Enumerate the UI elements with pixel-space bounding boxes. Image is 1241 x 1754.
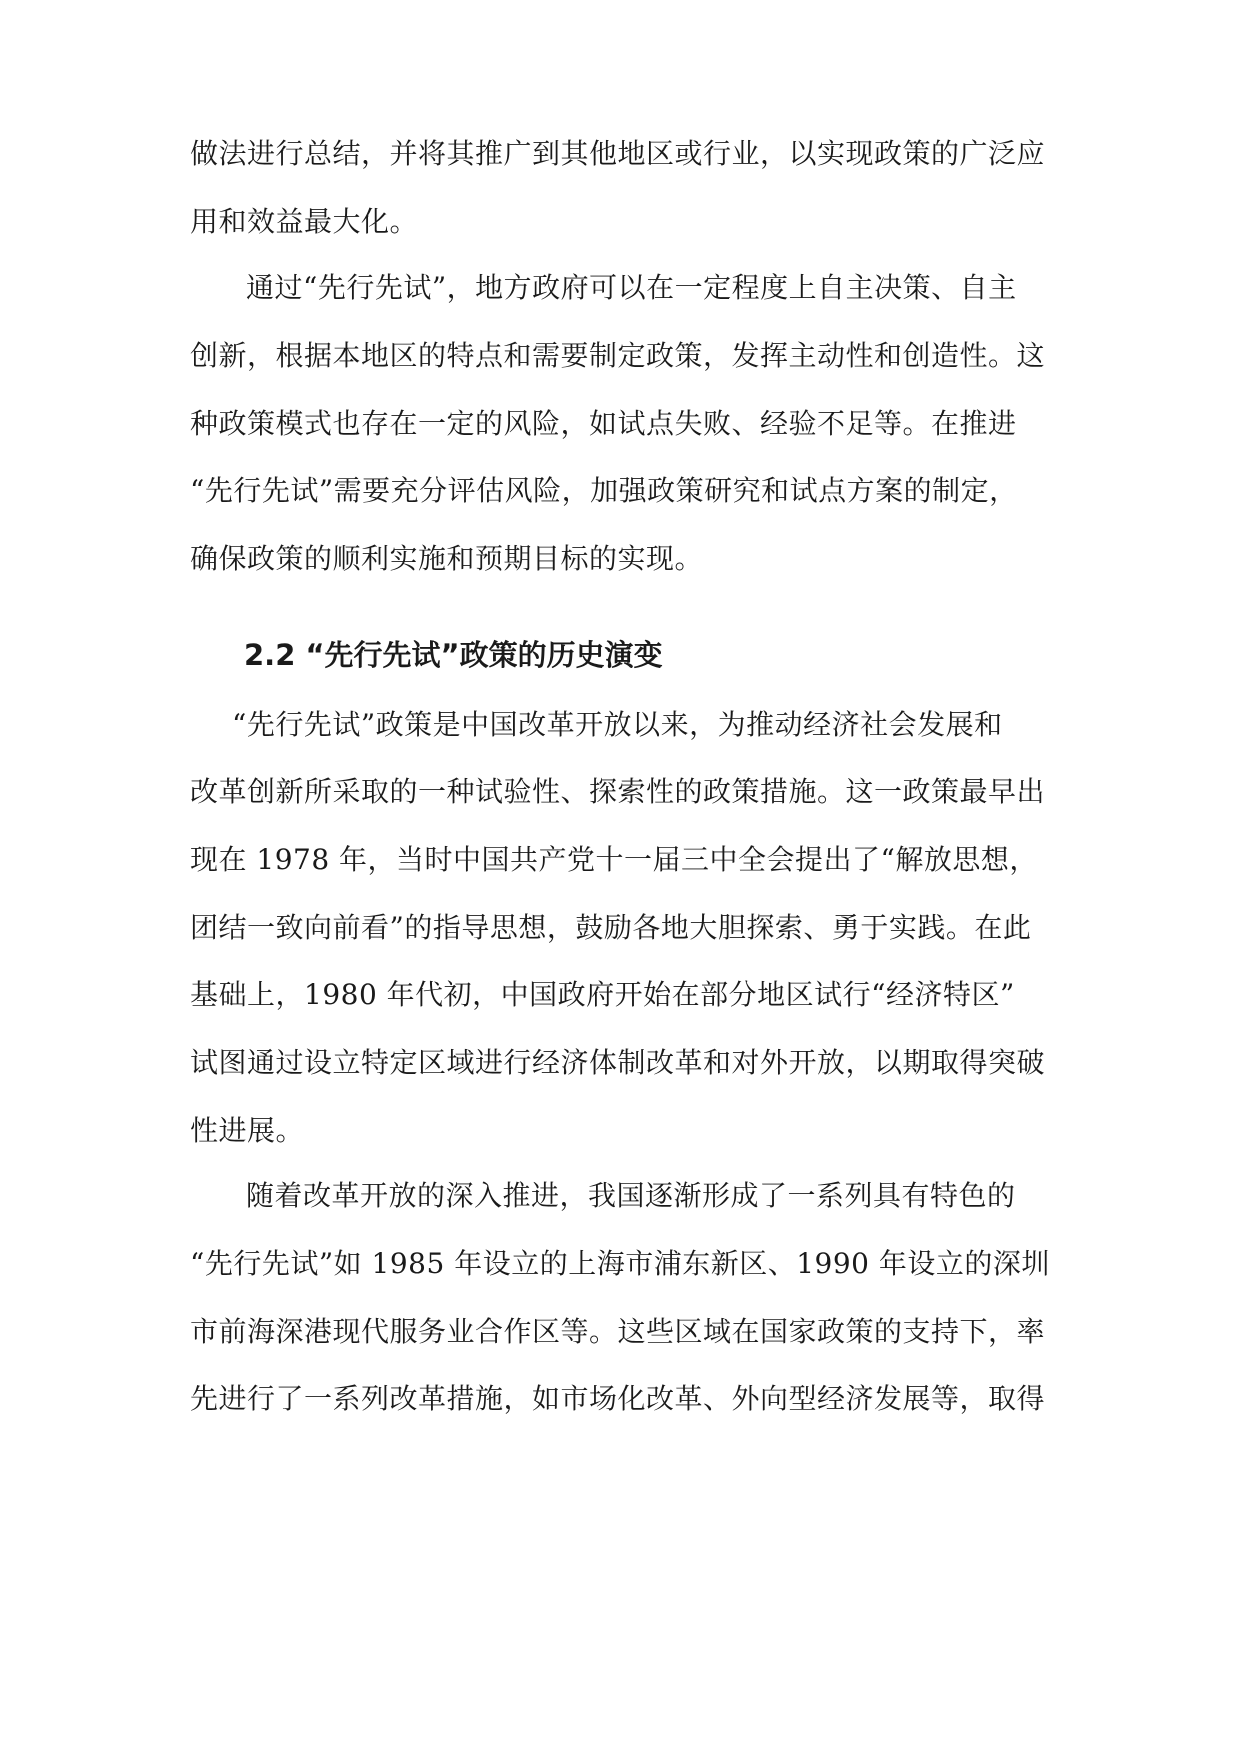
paragraph-4-line-3: 市前海深港现代服务业合作区等。这些区域在国家政策的支持下，率 [190,1315,1046,1348]
paragraph-2-line-3: 种政策模式也存在一定的风险，如试点失败、经验不足等。在推进 [190,407,1017,440]
paragraph-3-line-6: 试图通过设立特定区域进行经济体制改革和对外开放，以期取得突破 [190,1046,1046,1079]
paragraph-2-line-1: 通过“先行先试”，地方政府可以在一定程度上自主决策、自主 [246,271,1017,304]
paragraph-4-line-1: 随着改革开放的深入推进，我国逐渐形成了一系列具有特色的 [246,1179,1016,1212]
paragraph-3-line-7: 性进展。 [190,1114,305,1147]
paragraph-2-line-2: 创新，根据本地区的特点和需要制定政策，发挥主动性和创造性。这 [190,339,1046,372]
section-heading: 2.2 “先行先试”政策的历史演变 [244,638,663,672]
paragraph-3-line-4: 团结一致向前看”的指导思想，鼓励各地大胆探索、勇于实践。在此 [190,911,1032,944]
paragraph-2-line-5: 确保政策的顺利实施和预期目标的实现。 [190,542,704,575]
paragraph-4-line-4: 先进行了一系列改革措施，如市场化改革、外向型经济发展等，取得 [190,1382,1046,1415]
paragraph-3-line-1: “先行先试”政策是中国改革开放以来，为推动经济社会发展和 [232,708,1003,741]
paragraph-3-line-3: 现在 1978 年，当时中国共产党十一届三中全会提出了“解放思想， [190,843,1038,876]
paragraph-2-line-4: “先行先试”需要充分评估风险，加强政策研究和试点方案的制定， [190,474,1018,507]
paragraph-3-line-5: 基础上，1980 年代初，中国政府开始在部分地区试行“经济特区” [190,978,1015,1011]
paragraph-4-line-2: “先行先试”如 1985 年设立的上海市浦东新区、1990 年设立的深圳 [190,1247,1050,1280]
paragraph-1-line-1: 做法进行总结，并将其推广到其他地区或行业，以实现政策的广泛应 [190,137,1046,170]
paragraph-1-line-2: 用和效益最大化。 [190,205,419,238]
paragraph-3-line-2: 改革创新所采取的一种试验性、探索性的政策措施。这一政策最早出 [190,775,1046,808]
